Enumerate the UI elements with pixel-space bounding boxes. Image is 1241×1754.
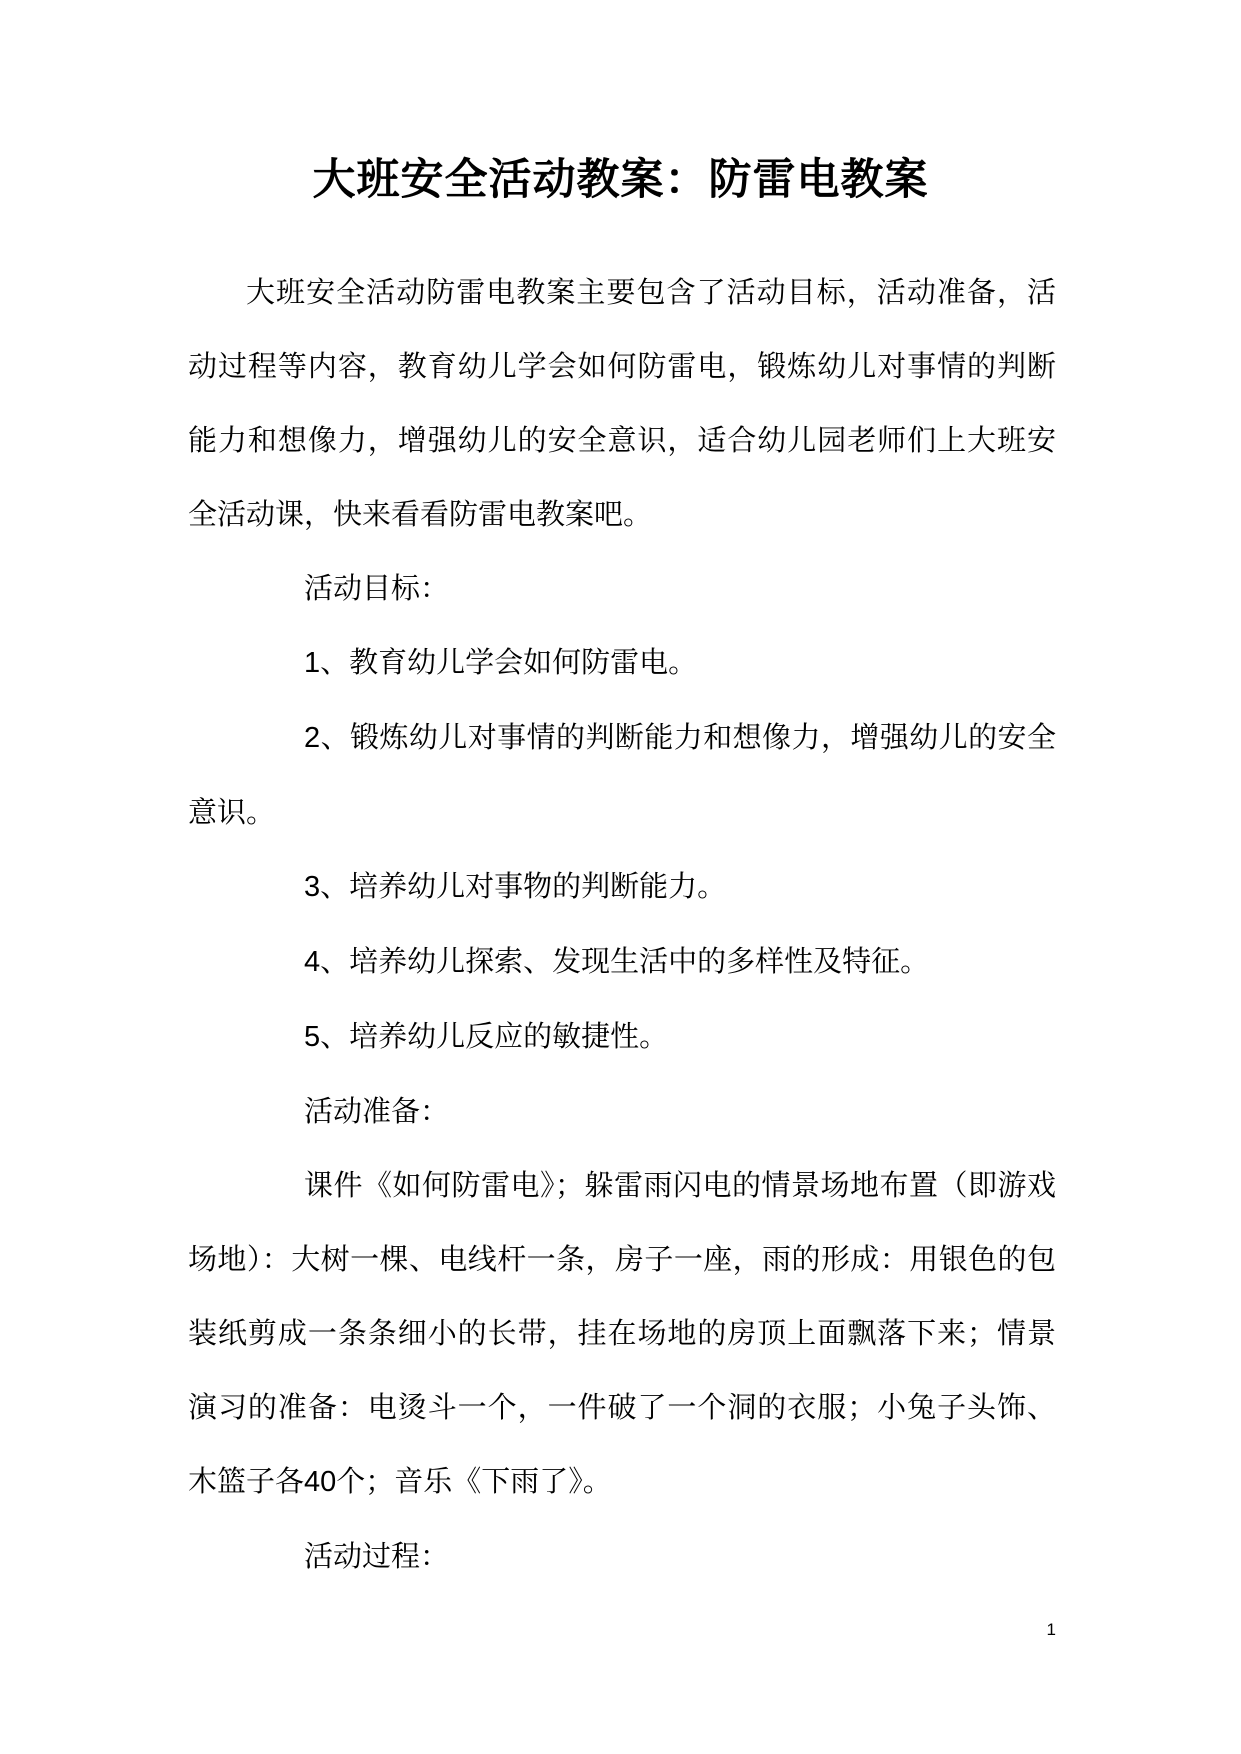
page-number: 1 xyxy=(1046,1620,1056,1639)
prep-heading: 活动准备： xyxy=(304,1094,450,1128)
goals-heading: 活动目标： xyxy=(304,571,450,605)
goal-number: 3 xyxy=(304,871,321,903)
prep-text-end: 个；音乐《下雨了》。 xyxy=(336,1464,612,1498)
prep-paragraph xyxy=(188,1148,1056,1519)
goal-text: 、锻炼幼儿对事情的判断能力和想像力，增强幼儿的安全意识。 xyxy=(188,720,1056,829)
goal-number: 1 xyxy=(304,647,321,679)
goal-text: 、培养幼儿反应的敏捷性。 xyxy=(320,1019,669,1053)
goal-text: 、培养幼儿对事物的判断能力。 xyxy=(320,869,727,903)
prep-text: 课件《如何防雷电》；躲雷雨闪电的情景场地布置（即游戏场地）：大树一棵、电线杆一条，房子一座，雨的形成：用银色的包装纸剪成一条条细小的长带，挂在场地的房顶上面飘落下来；情景演习的准备：电烫斗一个，一件破了一个洞的衣服；小兔子头饰、木篮子各 xyxy=(188,1168,1056,1498)
goal-item-1 xyxy=(188,625,1056,700)
document-title: 大班安全活动教案：防雷电教案 xyxy=(312,155,929,205)
goal-item-3 xyxy=(188,849,1056,924)
goal-number: 2 xyxy=(304,722,321,754)
goal-text: 、教育幼儿学会如何防雷电。 xyxy=(320,645,698,679)
goal-item-4 xyxy=(188,924,1056,999)
goal-text: 、培养幼儿探索、发现生活中的多样性及特征。 xyxy=(320,944,930,978)
intro-paragraph: 大班安全活动防雷电教案主要包含了活动目标，活动准备，活动过程等内容，教育幼儿学会如何防雷电，锻炼幼儿对事情的判断能力和想像力，增强幼儿的安全意识，适合幼儿园老师们上大班安全活动课，快来看看防雷电教案吧。 xyxy=(188,275,1056,531)
goal-item-5 xyxy=(188,999,1056,1074)
process-heading: 活动过程： xyxy=(304,1539,450,1573)
goal-number: 4 xyxy=(304,946,321,978)
document-body xyxy=(188,255,1056,1593)
goal-item-2 xyxy=(188,700,1056,849)
goal-number: 5 xyxy=(304,1021,321,1053)
prep-count: 40 xyxy=(304,1466,337,1498)
